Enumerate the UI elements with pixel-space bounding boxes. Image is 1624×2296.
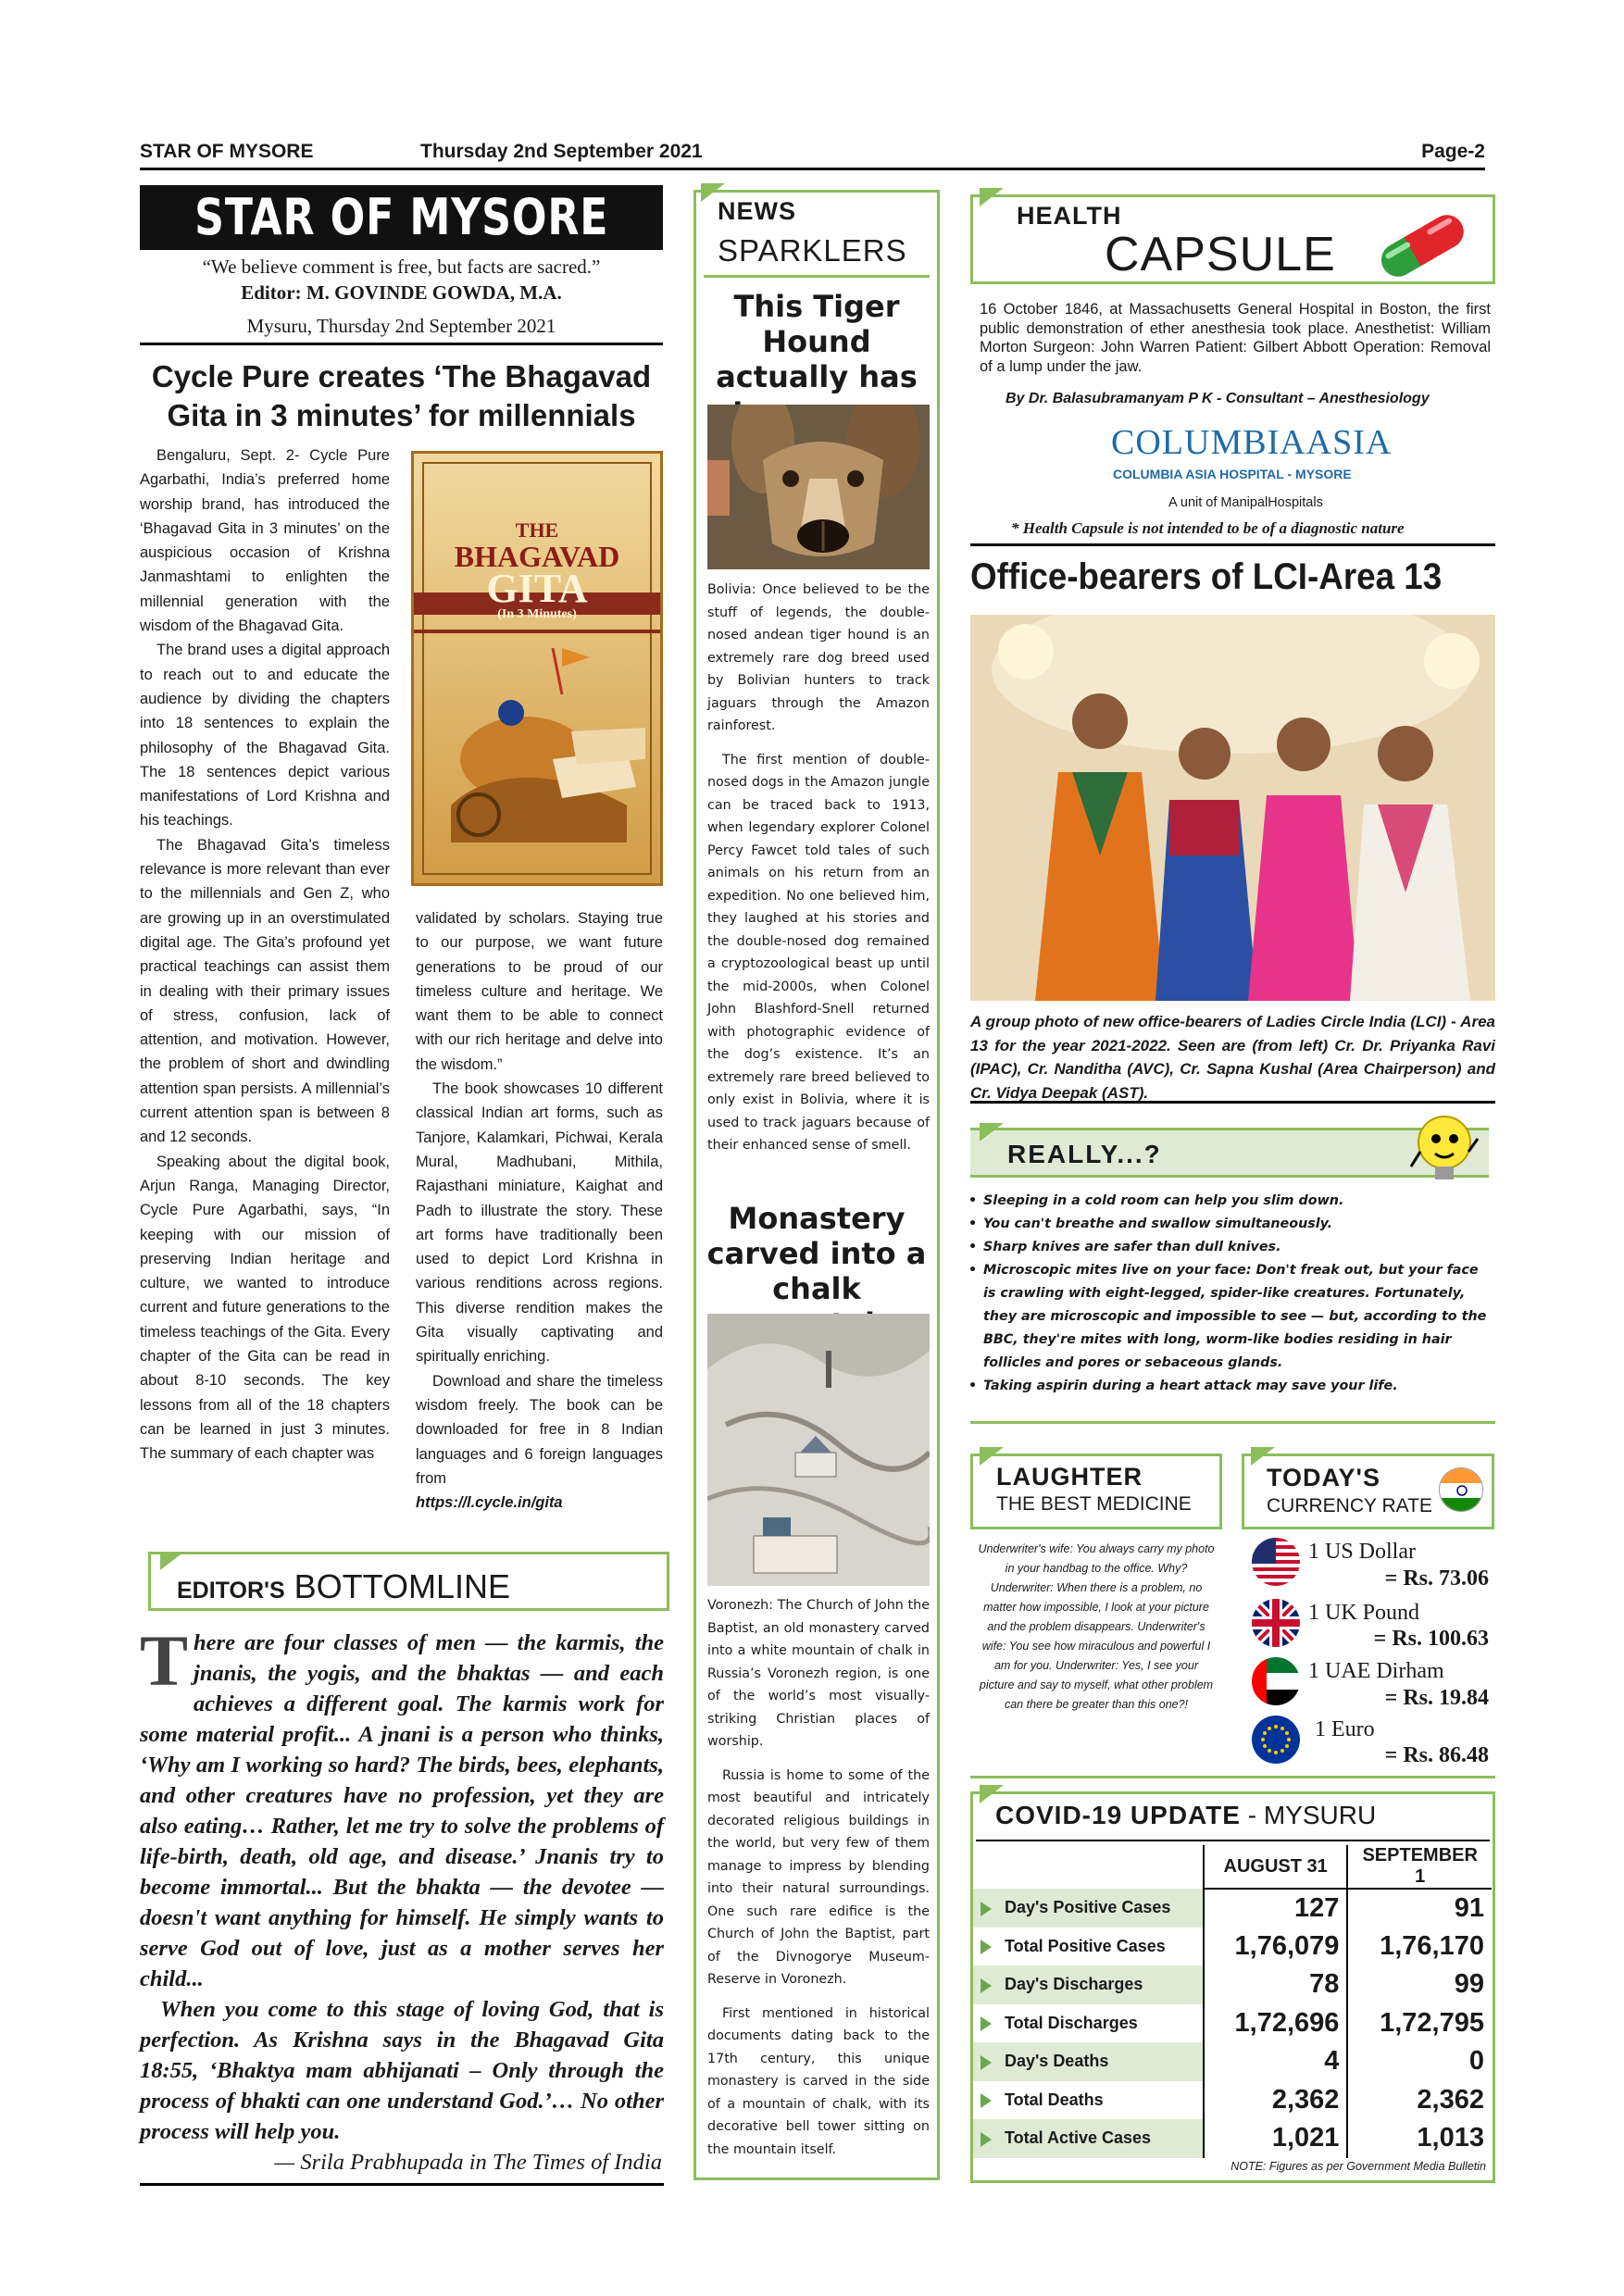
list-item: • You can't breathe and swallow simultaneously. — [968, 1213, 1492, 1236]
covid-table — [973, 1845, 1492, 2158]
paragraph: Bolivia: Once believed to be the stuff of legends, the double-nosed andean tiger hound is an extremely rare dog breed used by Bolivian hunters to track jaguars through the Amazon rainforest. — [707, 582, 930, 733]
paragraph: The brand uses a digital approach to reach out to and educate the audience by dividing the chapters into 18 sentences to explain the philosophy of the Bhagavad Gita. The 18 sentences depict various manifestations of Lord Krishna and his teachings. — [140, 642, 390, 830]
table-row — [973, 2081, 1492, 2120]
motto: “We believe comment is free, but facts are sacred.” — [202, 256, 601, 278]
table-row — [973, 1965, 1492, 2004]
cover-subtitle: (In 3 Minutes) — [497, 607, 577, 621]
paragraph: Bengaluru, Sept. 2- Cycle Pure Agarbathi, India’s preferred home worship brand, has introduced the ‘Bhagavad Gita in 3 minutes’ on the auspicious occasion of Krishna Janmashtami to enlighten the millennial generation with the wisdom of the Bhagavad Gita. — [140, 447, 390, 635]
tiger-hound-photo — [707, 405, 930, 569]
issue-date: Thursday 2nd September 2021 — [420, 141, 703, 162]
column-header: SEPTEMBER 1 — [1347, 1845, 1492, 1889]
gbp-value: = Rs. 100.63 — [1373, 1627, 1489, 1651]
drop-cap: T — [140, 1620, 189, 1701]
row-label: Day's Discharges — [1005, 1975, 1143, 1994]
paragraph: The book showcases 10 different classical Indian art forms, such as Tanjore, Kalamkari, Pichwai, Kerala Mural, Madhubani, Mithila, Rajasthani miniature, Kaighat and Padh to illustrate the story. These art forms have traditionally been used to depict Lord Krishna in various renditions across regions. This diverse rendition makes the Gita visually captivating and spiritually enriching. — [416, 1080, 663, 1366]
aug31-value: 2,362 — [1204, 2081, 1348, 2120]
lead-headline-line2: Gita in 3 minutes’ for millennials — [167, 398, 636, 432]
chalk-mountain-illustration — [707, 1314, 930, 1586]
hospital-unit: A unit of ManipalHospitals — [1168, 495, 1323, 510]
news-sparklers-label: NEWS — [718, 197, 796, 225]
masthead-title: STAR OF MYSORE — [194, 188, 609, 246]
row-label: Day's Positive Cases — [1005, 1898, 1171, 1917]
table-row — [973, 1889, 1492, 1928]
aug31-value: 4 — [1204, 2042, 1348, 2081]
really-facts-list — [968, 1190, 1492, 1398]
list-item: • Sharp knives are safer than dull knives. — [968, 1236, 1492, 1259]
aed-value: = Rs. 19.84 — [1384, 1686, 1489, 1710]
row-label: Total Discharges — [1005, 2013, 1138, 2032]
usd-name: 1 US Dollar — [1308, 1540, 1416, 1564]
gita-cover-image — [411, 451, 663, 886]
lead-story-column-1 — [140, 443, 390, 1466]
paragraph: Download and share the timeless wisdom freely. The book can be downloaded for free in 8 Indian languages and 6 foreign languages from — [416, 1372, 663, 1487]
list-item: • Sleeping in a cold room can help you slim down. — [968, 1190, 1492, 1213]
monastery-story — [707, 1594, 930, 2161]
covid-header — [995, 1801, 1376, 1830]
dateline: Mysuru, Thursday 2nd September 2021 — [246, 315, 556, 337]
news-sparklers-sublabel: SPARKLERS — [718, 233, 907, 268]
row-label: Total Active Cases — [1005, 2128, 1152, 2148]
columbia-asia-logo: COLUMBIAASIA — [1111, 423, 1393, 462]
aug31-value: 1,72,696 — [1204, 2004, 1348, 2043]
sep1-value: 1,76,170 — [1347, 1928, 1492, 1966]
bulb-mascot-icon — [1407, 1111, 1481, 1191]
sep1-value: 2,362 — [1347, 2081, 1492, 2120]
aug31-value: 127 — [1204, 1889, 1348, 1928]
aug31-value: 1,76,079 — [1204, 1928, 1348, 1966]
bottomline-label: BOTTOMLINE — [294, 1567, 511, 1605]
health-disclaimer: * Health Capsule is not intended to be of a diagnostic nature — [1011, 519, 1405, 537]
paragraph: Voronezh: The Church of John the Baptist, an old monastery carved into a white mountain of chalk in Russia’s Voronezh region, is one of the world’s most visually-striking Christian places of worship. — [707, 1598, 930, 1749]
health-label: HEALTH — [1017, 202, 1122, 230]
capsule-icon — [1359, 198, 1498, 291]
monastery-photo — [707, 1314, 930, 1586]
bottomline-attribution: — Srila Prabhupada in The Times of India — [274, 2150, 662, 2175]
table-row — [973, 2042, 1492, 2081]
hospital-name: COLUMBIA ASIA HOSPITAL - MYSORE — [1113, 467, 1352, 481]
paragraph: Speaking about the digital book, Arjun Ranga, Managing Director, Cycle Pure Agarbathi, says, “In keeping with our mission of preserving Indian heritage and culture, we wanted to introduce current and future generations to the timeless teachings of the Gita. Every chapter of the Gita can be read in about 8-10 seconds. The key lessons from all of the 18 chapters can be learned in just 3 minutes. The summary of each chapter was — [140, 1153, 390, 1463]
paragraph: Russia is home to some of the most beautiful and intricately decorated religious buildings in the world, but very few of them manage to impress by blending into their natural surroundings. One such rare edifice is the Church of John the Baptist, part of the Divnogorye Museum-Reserve in Voronezh. — [707, 1767, 930, 1987]
aed-name: 1 UAE Dirham — [1308, 1659, 1444, 1683]
group-photo-illustration — [970, 615, 1495, 1001]
health-byline: By Dr. Balasubramanyam P K - Consultant – Anesthesiology — [1006, 391, 1430, 406]
editor-line: Editor: M. GOVINDE GOWDA, M.A. — [241, 281, 562, 304]
bottomline-paragraph-2: When you come to this stage of loving God, that is perfection. As Krishna says in the Bhagavad Gita 18:55, ‘Bhaktya mam abhijanati – Only through the process of bhakti can one understand God.’… No other process will help you. — [140, 1997, 664, 2144]
eur-value: = Rs. 86.48 — [1384, 1743, 1489, 1767]
row-label: Total Positive Cases — [1005, 1936, 1166, 1955]
laughter-label: LAUGHTER — [996, 1463, 1143, 1491]
lead-headline-line1: Cycle Pure creates ‘The Bhagavad — [151, 359, 652, 393]
aug31-value: 1,021 — [1204, 2119, 1348, 2158]
paragraph: The Bhagavad Gita’s timeless relevance is more relevant than ever to the millennials and Gen Z, who are growing up in an overstimulated digital age. The Gita’s profound yet practical teachings can assist them in dealing with their primary issues of stress, confusion, lack of attention, and motivation. However, the problem of short and dwindling attention span persists. A millennial’s current attention span is between 8 and 12 seconds. — [140, 836, 390, 1146]
capsule-label: CAPSULE — [1105, 228, 1336, 281]
page-header — [140, 139, 1485, 170]
paragraph: validated by scholars. Staying true to our purpose, we want future generations to be proud of our timeless culture and heritage. We want them to be able to connect with our rich heritage and delve into the wisdom.” — [416, 910, 663, 1073]
eur-name: 1 Euro — [1315, 1717, 1375, 1741]
aug31-value: 78 — [1204, 1965, 1348, 2004]
editors-bottomline-body — [140, 1620, 664, 2177]
table-row — [973, 2119, 1492, 2158]
row-label: Day's Deaths — [1005, 2052, 1109, 2071]
laughter-sublabel: THE BEST MEDICINE — [996, 1493, 1192, 1515]
lci-caption: A group photo of new office-bearers of Ladies Circle India (LCI) - Area 13 for the year 2021-2022. Seen are (from left) Cr. Dr. Priyanka Ravi (IPAC), Cr. Nanditha (AVC), Cr. Sapna Kushal (Area Chairperson) and Cr. Vidya Deepak (AST). — [970, 1013, 1495, 1102]
currency-sublabel: CURRENCY RATE — [1267, 1495, 1432, 1516]
bottomline-paragraph-1: here are four classes of men — the karmis, the jnanis, the yogis, and the bhaktas — and each achieves a different goal. The karmis work for some material profit... A jnani is a person who thinks, ‘Why am I working so hard? The birds, bees, elephants, and other creatures have no profession, yet they are also eating… Rather, let me try to solve the problems of life-birth, death, old age, and disease.’ Jnanis try to become immortal... But the bhakta — the devotee — doesn't want anything for himself. He simply wants to serve God out of love, just as a mother serves her child... — [140, 1630, 664, 1991]
column-header: AUGUST 31 — [1204, 1845, 1348, 1889]
sep1-value: 1,72,795 — [1347, 2004, 1492, 2043]
dog-illustration — [707, 405, 930, 569]
page-number: Page-2 — [1421, 141, 1485, 162]
covid-label: COVID-19 UPDATE — [995, 1801, 1241, 1829]
tiger-hound-headline: This Tiger Hound actually has — [716, 289, 918, 394]
sep1-value: 0 — [1347, 2042, 1492, 2081]
masthead-rule — [140, 343, 663, 345]
cover-title-the: THE — [515, 518, 559, 542]
sep1-value: 99 — [1347, 1965, 1492, 2004]
gbp-name: 1 UK Pound — [1308, 1601, 1420, 1625]
tiger-hound-story — [707, 579, 930, 1157]
row-label: Total Deaths — [1005, 2090, 1104, 2109]
lead-story-column-2 — [416, 906, 663, 1515]
usd-value: = Rs. 73.06 — [1384, 1566, 1489, 1591]
masthead-banner — [140, 185, 663, 250]
bottomline-label-bold: EDITOR'S — [177, 1578, 285, 1603]
list-item: • Taking aspirin during a heart attack may save your life. — [968, 1375, 1492, 1398]
bottom-rule — [140, 2183, 664, 2186]
sep1-value: 1,013 — [1347, 2119, 1492, 2158]
lci-headline: Office-bearers of LCI-Area 13 — [970, 556, 1443, 597]
laughter-joke: Underwriter's wife: You always carry my photo in your handbag to the office. Why? Underwriter: When there is a problem, no matter how impossible, I look at your picture and the problem disappears. Underwriter's wife: You see how miraculous and powerful I am for you. Underwriter: Yes, I see your picture and say to myself, what other problem can there be greater than this one?! — [978, 1542, 1215, 1711]
table-row — [973, 1928, 1492, 1966]
list-item: • Microscopic mites live on your face: Don't freak out, but your face is crawling with eight-legged, spider-like creatures. Fortunately, they are microscopic and impossible to see — but, according to the BBC, they're mites with long, worm-like bodies residing in hair follicles and pores or sebaceous glands. — [968, 1259, 1492, 1375]
paper-name: STAR OF MYSORE — [140, 141, 314, 162]
covid-note: NOTE: Figures as per Government Media Bulletin — [1230, 2160, 1486, 2173]
sep1-value: 91 — [1347, 1889, 1492, 1928]
really-label: REALLY...? — [1007, 1140, 1162, 1168]
download-link[interactable]: https://l.cycle.in/gita — [416, 1494, 563, 1512]
india-flag-icon — [1439, 1467, 1483, 1512]
health-capsule-text: 16 October 1846, at Massachusetts General Hospital in Boston, the first public demonstration of ether anesthesia took place. Anesthetist: William Morton Surgeon: John Warren Patient: Gilbert Abbott Operation: Removal of a lump under the jaw. — [980, 301, 1491, 375]
covid-sublabel: - MYSURU — [1247, 1801, 1377, 1829]
cover-title-bhagavad: BHAGAVAD — [454, 540, 620, 573]
lci-group-photo — [970, 615, 1495, 1001]
table-row — [973, 2004, 1492, 2043]
paragraph: The first mention of double-nosed dogs in the Amazon jungle can be traced back to 1913, when legendary explorer Colonel Percy Fawcet told tales of such animals on his return from an expedition. No one believed him, they laughed at his stories and the double-nosed dog remained a cryptozoological beast up until the mid-2000s, when Colonel John Blashford-Snell returned with photographic evidence of the dog’s existence. It’s an extremely rare breed believed to only exist in Bolivia, where it is used to track jaguars because of their enhanced sense of smell. — [707, 752, 930, 1153]
currency-label: TODAY'S — [1267, 1464, 1380, 1491]
paragraph: First mentioned in historical documents dating back to the 17th century, this unique monastery is carved in the side of a mountain of chalk, with its decorative bell tower sitting on the mountain itself. — [707, 2005, 930, 2157]
editors-bottomline-header — [148, 1552, 669, 1611]
cover-title-gita: GITA — [486, 566, 588, 611]
monastery-headline: Monastery carved into a chalk — [706, 1201, 927, 1306]
